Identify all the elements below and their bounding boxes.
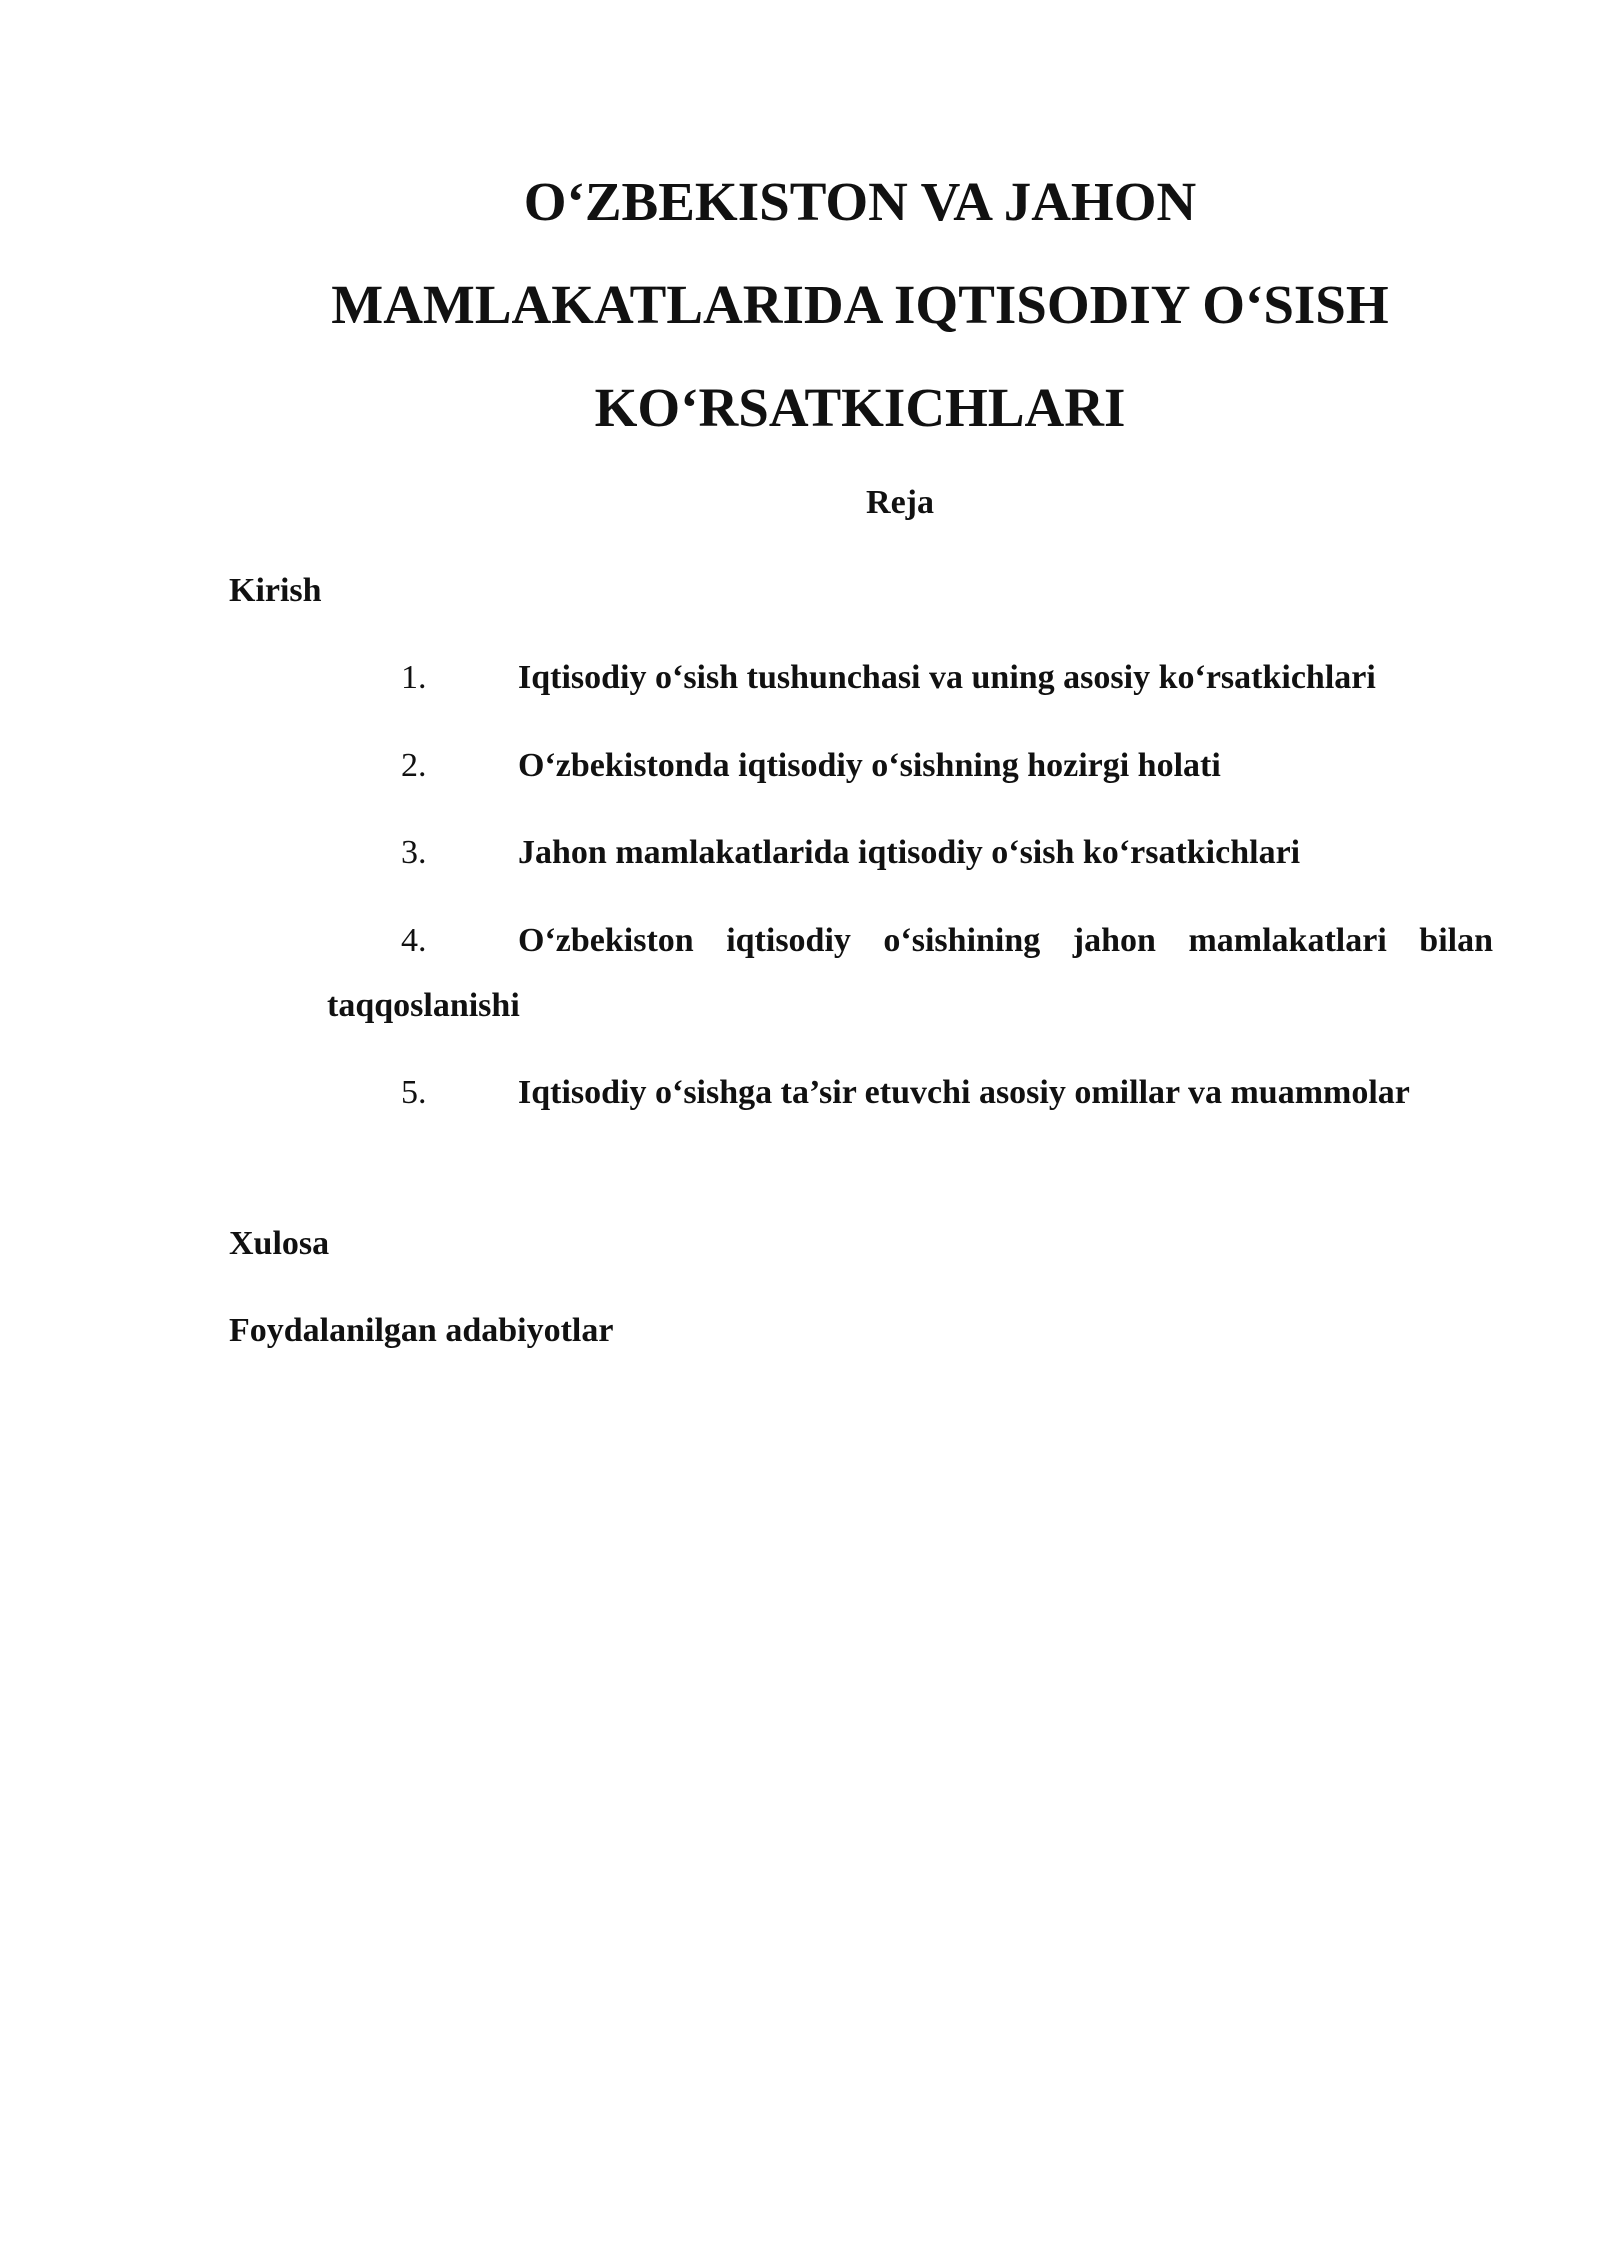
plan-item-text: O‘zbekistonda iqtisodiy o‘sishning hozirgi holati: [518, 747, 1221, 784]
intro-heading: Kirish: [229, 572, 322, 609]
plan-item-text: Jahon mamlakatlarida iqtisodiy o‘sish ko‘rsatkichlari: [518, 834, 1301, 871]
plan-item-number: 3.: [401, 834, 427, 871]
plan-item-number: 5.: [401, 1074, 427, 1111]
plan-item: [327, 820, 1493, 885]
plan-heading: Reja: [866, 484, 934, 521]
document-title: [260, 150, 1460, 459]
title-line-1: O‘ZBEKISTON VA JAHON: [523, 171, 1197, 232]
plan-item: [327, 645, 1493, 710]
plan-item-number: 4.: [401, 922, 427, 959]
plan-item: [327, 733, 1493, 798]
plan-item-number: 2.: [401, 747, 427, 784]
plan-item-text: Iqtisodiy o‘sish tushunchasi va uning asosiy ko‘rsatkichlari: [518, 659, 1376, 696]
plan-item-text: O‘zbekiston iqtisodiy o‘sishining jahon mamlakatlari bilan taqqoslanishi: [327, 922, 1493, 1024]
title-line-2: MAMLAKATLARIDA IQTISODIY O‘SISH: [331, 274, 1389, 335]
plan-item-number: 1.: [401, 659, 427, 696]
conclusion-heading: Xulosa: [229, 1225, 330, 1262]
plan-item: [327, 908, 1493, 1038]
plan-item: [327, 1060, 1493, 1125]
title-line-3: KO‘RSATKICHLARI: [594, 377, 1126, 438]
references-heading: Foydalanilgan adabiyotlar: [229, 1312, 614, 1349]
plan-item-text: Iqtisodiy o‘sishga ta’sir etuvchi asosiy omillar va muammolar: [518, 1074, 1410, 1111]
